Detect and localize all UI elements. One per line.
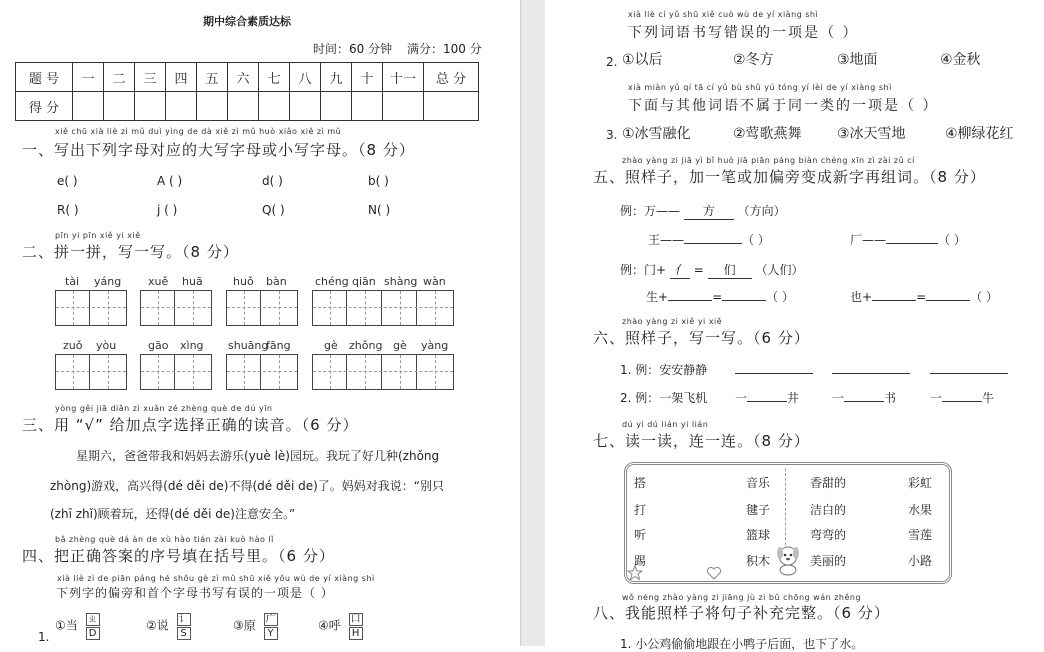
- example-word: （方向）: [737, 204, 786, 218]
- exercise-char: 厂——: [850, 233, 887, 247]
- match-word[interactable]: 彩虹: [908, 476, 933, 490]
- letter-item: b( ): [368, 174, 389, 188]
- answer-paren[interactable]: （ ）: [938, 233, 966, 247]
- section-2-title: 二、拼一拼，写一写。（8 分）: [22, 243, 239, 261]
- match-word[interactable]: 音乐: [746, 476, 771, 490]
- noun-char: 书: [884, 391, 897, 405]
- question-text: 下面与其他词语不属于同一类的一项是（ ）: [628, 98, 939, 114]
- letter-item: N( ): [368, 203, 391, 217]
- section-3-pinyin: yòng gěi jiā diǎn zì xuǎn zé zhèng què de dú yīn: [55, 404, 273, 413]
- grid-pinyin: qiān: [352, 275, 376, 288]
- grid-pinyin: gāo: [148, 339, 169, 352]
- heart-icon: [706, 566, 722, 580]
- example-word: （人们）: [755, 263, 804, 277]
- option-char: 呼: [328, 618, 341, 633]
- table-cell: 题 号: [16, 63, 73, 92]
- exercise-char: 也+: [850, 290, 873, 304]
- score-input-cell[interactable]: [424, 92, 479, 121]
- example-addition: 亻: [670, 261, 690, 279]
- exam-full-score: 满分：100 分: [407, 42, 482, 56]
- answer-blank[interactable]: [872, 300, 916, 301]
- example-answer: 们: [708, 261, 752, 279]
- section-6-title: 六、照样子，写一写。（6 分）: [593, 329, 810, 347]
- letter-item: e( ): [57, 174, 78, 188]
- match-word[interactable]: 打: [634, 503, 647, 517]
- table-cell: 三: [135, 63, 166, 92]
- question-number: 1.: [38, 630, 50, 644]
- answer-blank[interactable]: [844, 401, 884, 402]
- table-cell: 六: [228, 63, 259, 92]
- letter-box: H: [349, 627, 363, 640]
- score-input-cell[interactable]: [166, 92, 197, 121]
- writing-grid[interactable]: [55, 290, 127, 326]
- radical-box: ㄓ: [87, 614, 98, 625]
- writing-grid[interactable]: [140, 354, 212, 390]
- dash-char: 一: [735, 391, 748, 405]
- answer-blank[interactable]: [722, 300, 766, 301]
- answer-blank[interactable]: [747, 401, 787, 402]
- table-cell: 八: [290, 63, 321, 92]
- grid-pinyin: xuě: [148, 275, 169, 288]
- answer-blank[interactable]: [886, 243, 938, 244]
- question-pinyin: xià liè cí yǔ shū xiě cuò wù de yí xiàng shì: [628, 10, 819, 19]
- exercise-line: [648, 231, 770, 248]
- grid-pinyin: shàng: [384, 275, 418, 288]
- example-answer: 方: [684, 202, 734, 220]
- match-word[interactable]: 小路: [908, 554, 933, 568]
- answer-paren[interactable]: （ ）: [766, 290, 794, 304]
- writing-grid[interactable]: [55, 354, 127, 390]
- answer-blank[interactable]: [926, 300, 970, 301]
- question-pinyin: xià miàn yǔ qí tā cí yǔ bù shǔ yú tóng yí lèi de yí xiàng shì: [628, 83, 892, 92]
- star-icon: [627, 565, 643, 581]
- measure-item: [735, 389, 799, 406]
- match-word[interactable]: 雪莲: [908, 528, 933, 542]
- option-item[interactable]: ①以后: [622, 52, 663, 68]
- answer-blank[interactable]: [832, 373, 910, 374]
- grid-pinyin: tài: [65, 275, 80, 288]
- grid-pinyin: yàng: [421, 339, 449, 352]
- noun-char: 井: [787, 391, 800, 405]
- section-3-title: 三、用 “√” 给加点字选择正确的读音。（6 分）: [22, 416, 359, 434]
- table-cell: 总 分: [424, 63, 479, 92]
- answer-blank[interactable]: [684, 243, 742, 244]
- question-pinyin: xià liè zì de piān páng hé shǒu gè zì mǔ shū xiě yǒu wù de yí xiàng shì: [57, 574, 375, 583]
- letter-item: Q( ): [262, 203, 285, 217]
- section-1-title: 一、写出下列字母对应的大写字母或小写字母。（8 分）: [22, 141, 415, 159]
- question-text: 下列字的偏旁和首个字母书写有误的一项是（ ）: [56, 586, 334, 600]
- option-char: 当: [65, 618, 78, 633]
- section-1-pinyin: xiě chū xià liè zì mǔ duì yìng de dà xiě zì mǔ huò xiǎo xiě zì mǔ: [55, 127, 342, 136]
- answer-paren[interactable]: （ ）: [970, 290, 998, 304]
- exam-title: 期中综合素质达标: [203, 15, 291, 28]
- measure-item: [832, 389, 896, 406]
- grid-pinyin: xìng: [180, 339, 204, 352]
- option-item[interactable]: ②冬方: [733, 52, 774, 68]
- option-d[interactable]: [318, 612, 363, 640]
- grid-pinyin: chéng: [315, 275, 349, 288]
- option-item[interactable]: ①冰雪融化: [622, 126, 691, 142]
- passage-line: (zhī zhǐ)顾着玩，还得(dé děi de)注意安全。”: [50, 507, 296, 521]
- grid-pinyin: shuāng: [228, 339, 269, 352]
- answer-blank[interactable]: [942, 401, 982, 402]
- table-cell: 七: [259, 63, 290, 92]
- letter-box: D: [86, 627, 100, 640]
- grid-pinyin: bàn: [266, 275, 287, 288]
- passage-line: zhòng)游戏，高兴得(dé děi de)不得(dé děi de)了。妈妈对我说：“别只: [50, 479, 445, 493]
- grid-pinyin: zhǒng: [349, 339, 383, 352]
- score-input-cell[interactable]: [383, 92, 424, 121]
- match-word[interactable]: 美丽的: [810, 554, 847, 568]
- radical-box: 广: [265, 614, 276, 625]
- dash-char: 一: [832, 391, 845, 405]
- section-7-pinyin: dú yi dú lián yi lián: [622, 420, 709, 429]
- grid-pinyin: zuǒ: [63, 339, 83, 352]
- exam-time: 时间：60 分钟: [313, 42, 393, 56]
- section-4-pinyin: bǎ zhèng què dá àn de xù hào tián zài kuò hào lǐ: [55, 535, 274, 544]
- section-5-pinyin: zhào yàng zi jiā yì bǐ huò jiā piān páng biàn chéng xīn zì zài zǔ cí: [622, 156, 915, 165]
- letter-item: A ( ): [157, 174, 183, 188]
- question-number: 2.: [606, 55, 618, 69]
- table-cell: 十一: [383, 63, 424, 92]
- match-word[interactable]: 洁白的: [810, 503, 847, 517]
- grid-pinyin: yáng: [94, 275, 122, 288]
- match-word[interactable]: 毽子: [746, 503, 771, 517]
- option-char: 原: [243, 618, 256, 633]
- option-c[interactable]: [233, 612, 278, 640]
- match-word[interactable]: 搭: [634, 476, 647, 490]
- match-word[interactable]: 弯弯的: [810, 528, 847, 542]
- letter-item: j ( ): [157, 203, 178, 217]
- grid-pinyin: gè: [393, 339, 407, 352]
- writing-grid[interactable]: [226, 290, 298, 326]
- option-item[interactable]: ②莺歌燕舞: [733, 126, 802, 142]
- exercise-line: 1. 例：安安静静: [620, 363, 708, 377]
- radical-box: 口: [350, 614, 361, 625]
- score-input-cell[interactable]: [352, 92, 383, 121]
- section-5-title: 五、照样子，加一笔或加偏旁变成新字再组词。（8 分）: [593, 168, 986, 186]
- section-7-title: 七、读一读，连一连。（8 分）: [593, 432, 810, 450]
- letter-box: Y: [264, 627, 278, 640]
- option-number: ③: [233, 618, 244, 633]
- option-number: ①: [55, 618, 66, 633]
- grid-pinyin: fāng: [266, 339, 291, 352]
- score-input-cell[interactable]: [321, 92, 352, 121]
- question-text: 下列词语书写错误的一项是（ ）: [628, 25, 859, 41]
- score-input-cell[interactable]: [104, 92, 135, 121]
- exercise-char: 生+: [646, 290, 669, 304]
- grid-pinyin: huā: [182, 275, 203, 288]
- table-cell: 九: [321, 63, 352, 92]
- equals-sign: =: [693, 263, 704, 277]
- score-input-cell[interactable]: [197, 92, 228, 121]
- writing-grid[interactable]: [312, 354, 454, 390]
- noun-char: 牛: [982, 391, 995, 405]
- grid-pinyin: gè: [324, 339, 338, 352]
- option-item[interactable]: ④柳绿花红: [945, 126, 1014, 142]
- score-input-cell[interactable]: [135, 92, 166, 121]
- match-word[interactable]: 水果: [908, 503, 933, 517]
- match-word[interactable]: 积木: [746, 554, 771, 568]
- answer-blank[interactable]: [930, 373, 1008, 374]
- table-cell: 十: [352, 63, 383, 92]
- passage-line: 星期六，爸爸带我和妈妈去游乐(yuè lè)园玩。我玩了好几种(zhǒng: [76, 449, 440, 463]
- score-input-cell[interactable]: [228, 92, 259, 121]
- section-8-pinyin: wǒ néng zhào yàng zi jiāng jù zi bǔ chōng wán zhěng: [622, 593, 862, 602]
- table-row: [16, 63, 479, 92]
- letter-item: R( ): [57, 203, 79, 217]
- example-label: 例：门+: [620, 263, 667, 277]
- answer-blank[interactable]: [735, 373, 813, 374]
- section-2-pinyin: pīn yi pīn xiě yi xiě: [55, 231, 141, 240]
- dash-char: 一: [930, 391, 943, 405]
- table-cell: 得 分: [16, 92, 73, 121]
- example-text: [620, 202, 786, 220]
- answer-paren[interactable]: （ ）: [742, 233, 770, 247]
- section-8-title: 八、我能照样子将句子补充完整。（6 分）: [593, 604, 890, 622]
- exercise-line: [850, 288, 998, 305]
- grid-pinyin: yòu: [96, 339, 117, 352]
- grid-pinyin: huǒ: [233, 275, 254, 288]
- option-item[interactable]: ④金秋: [940, 52, 981, 68]
- equals-sign: =: [916, 290, 927, 304]
- page-gutter: [520, 0, 546, 646]
- answer-blank[interactable]: [668, 300, 712, 301]
- option-char: 说: [156, 618, 169, 633]
- table-cell: 四: [166, 63, 197, 92]
- question-number: 3.: [606, 128, 618, 142]
- writing-grid[interactable]: [312, 290, 454, 326]
- letter-item: d( ): [262, 174, 283, 188]
- match-word[interactable]: 听: [634, 528, 647, 542]
- writing-grid[interactable]: [226, 354, 298, 390]
- score-input-cell[interactable]: [73, 92, 104, 121]
- radical-box: 讠: [178, 614, 189, 625]
- section-6-pinyin: zhào yàng zi xiě yi xiě: [622, 317, 723, 326]
- section-4-title: 四、把正确答案的序号填在括号里。（6 分）: [22, 547, 335, 565]
- score-table: [15, 62, 479, 121]
- table-cell: 一: [73, 63, 104, 92]
- letter-box: S: [177, 627, 191, 640]
- option-b[interactable]: [146, 612, 191, 640]
- exercise-char: 王——: [648, 233, 685, 247]
- option-item[interactable]: ③冰天雪地: [837, 126, 906, 142]
- match-word[interactable]: 踢: [634, 554, 647, 568]
- option-item[interactable]: ③地面: [837, 52, 878, 68]
- writing-grid[interactable]: [140, 290, 212, 326]
- example-label: 例：万——: [620, 204, 681, 218]
- exercise-line: [646, 288, 794, 305]
- sentence-line: 1. 小公鸡偷偷地跟在小鸭子后面，也下了水。: [620, 637, 864, 651]
- exercise-line: 2. 例：一架飞机: [620, 391, 708, 405]
- puppy-icon: [770, 540, 806, 576]
- match-word[interactable]: 香甜的: [810, 476, 847, 490]
- left-page: [0, 0, 520, 646]
- table-cell: 二: [104, 63, 135, 92]
- match-word[interactable]: 篮球: [746, 528, 771, 542]
- table-cell: 五: [197, 63, 228, 92]
- table-row: [16, 92, 479, 121]
- score-input-cell[interactable]: [290, 92, 321, 121]
- option-a[interactable]: [55, 612, 100, 640]
- exercise-line: [850, 231, 966, 248]
- option-number: ④: [318, 618, 329, 633]
- grid-pinyin: wàn: [423, 275, 446, 288]
- equals-sign: =: [712, 290, 723, 304]
- score-input-cell[interactable]: [259, 92, 290, 121]
- example-text: [620, 261, 803, 279]
- measure-item: [930, 389, 994, 406]
- option-number: ②: [146, 618, 157, 633]
